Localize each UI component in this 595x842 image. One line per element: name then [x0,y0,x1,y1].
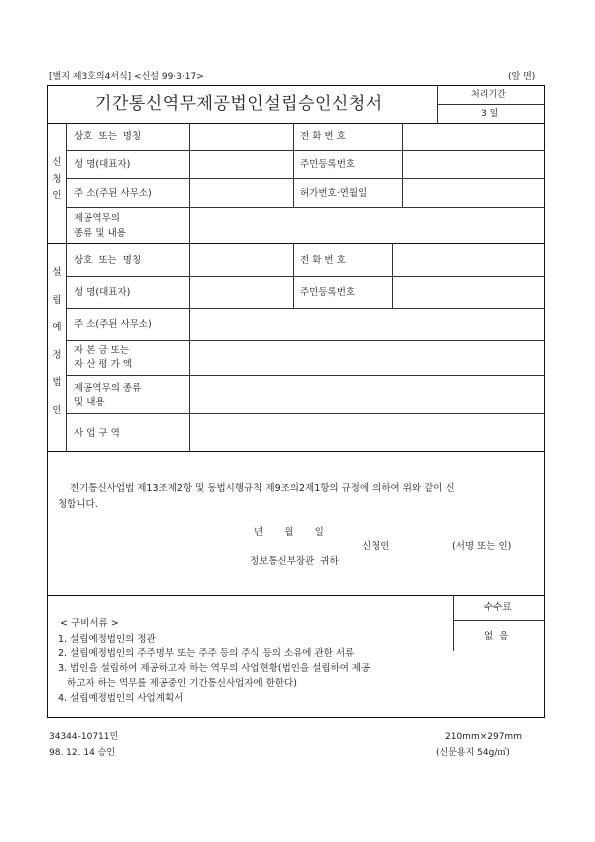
planned-business-area-label: 사 업 구 역 [74,428,120,439]
planned-id-number-field[interactable] [393,277,544,308]
planned-service-label-line2: 및 내용 [74,397,105,408]
form-code: 34344-10711민 [49,732,119,742]
planned-address-field[interactable] [190,309,544,340]
document-item: 2. 설립예정법인의 주주명부 또는 주주 등의 주식 등의 소유에 관한 서류 [58,648,355,659]
applicant-address-field[interactable] [190,179,292,207]
applicant-license-field[interactable] [403,179,544,207]
applicant-name-label: 상호 또는 명칭 [74,131,142,142]
applicant-service-label-line2: 종류 및 내용 [74,228,126,239]
declaration-text-line2: 청합니다. [58,499,98,510]
applicant-signatory-label: 신청인 [362,541,390,552]
applicant-section-label: 신 청 인 [52,157,62,201]
planned-representative-label: 성 명(대표자) [74,287,131,298]
applicant-license-label: 허가번호·연월일 [300,188,368,199]
required-documents-heading: < 구비서류 > [60,618,119,629]
applicant-representative-label: 성 명(대표자) [74,159,131,170]
planned-name-field[interactable] [190,244,292,276]
processing-period-value: 3 일 [481,109,499,119]
planned-capital-label-line1: 자 본 금 또는 [74,345,129,356]
signature-label: (서명 또는 인) [452,541,512,552]
planned-capital-label-line2: 자 산 평 가 액 [74,359,132,370]
applicant-representative-field[interactable] [190,151,292,178]
approval-date: 98. 12. 14 승인 [49,748,116,758]
planned-phone-label: 전 화 번 호 [300,255,346,266]
applicant-service-field[interactable] [190,208,544,243]
processing-period-label: 처리기간 [471,90,506,100]
planned-id-number-label: 주민등록번호 [300,287,356,298]
signature-field[interactable] [396,537,446,553]
applicant-phone-field[interactable] [403,124,544,150]
planned-representative-field[interactable] [190,277,292,308]
applicant-id-number-label: 주민등록번호 [300,159,356,170]
planned-service-field[interactable] [190,376,544,413]
planned-business-area-field[interactable] [190,414,544,451]
paper-type: (신문용지 54g/㎡) [436,748,510,758]
document-item: 1. 설립예정법인의 정관 [58,634,156,645]
form-title: 기간통신역무제공법인설립승인신청서 [95,94,383,114]
planned-capital-field[interactable] [190,341,544,375]
applicant-service-label-line1: 제공역무의 [74,213,120,224]
applicant-id-number-field[interactable] [403,151,544,178]
planned-name-label: 상호 또는 명칭 [74,255,142,266]
applicant-name-field[interactable] [190,124,292,150]
planned-corporation-section-label: 설 립 예 정 법 인 [52,267,62,416]
form-reference: [별지 제3호의4서식] <신설 99·3·17> [49,72,204,82]
document-item: 3. 법인을 설립하여 제공하고자 하는 역무의 사업현황(법인을 설립하여 제공 [58,663,371,674]
document-item: 4. 설립예정법인의 사업계획서 [58,693,184,704]
planned-service-label-line1: 제공역무의 종류 [74,383,142,394]
applicant-address-label: 주 소(주된 사무소) [74,188,152,199]
addressee: 정보통신부장관 귀하 [250,556,339,567]
declaration-text-line1: 전기통신사업법 제13조제2항 및 동법시행규칙 제9조의2제1항의 규정에 의하여 위와 같이 신 [70,483,455,494]
planned-phone-field[interactable] [393,244,544,276]
planned-address-label: 주 소(주된 사무소) [74,319,152,330]
fee-value: 없 음 [484,631,509,642]
applicant-phone-label: 전 화 번 호 [300,131,346,142]
page-side-label: (앞 면) [508,72,536,82]
fee-label: 수수료 [484,602,512,613]
paper-size: 210mm×297mm [445,732,522,742]
application-date: 년 월 일 [254,527,324,538]
document-item: 하고자 하는 역무를 제공중인 기간통신사업자에 한한다) [58,678,297,689]
